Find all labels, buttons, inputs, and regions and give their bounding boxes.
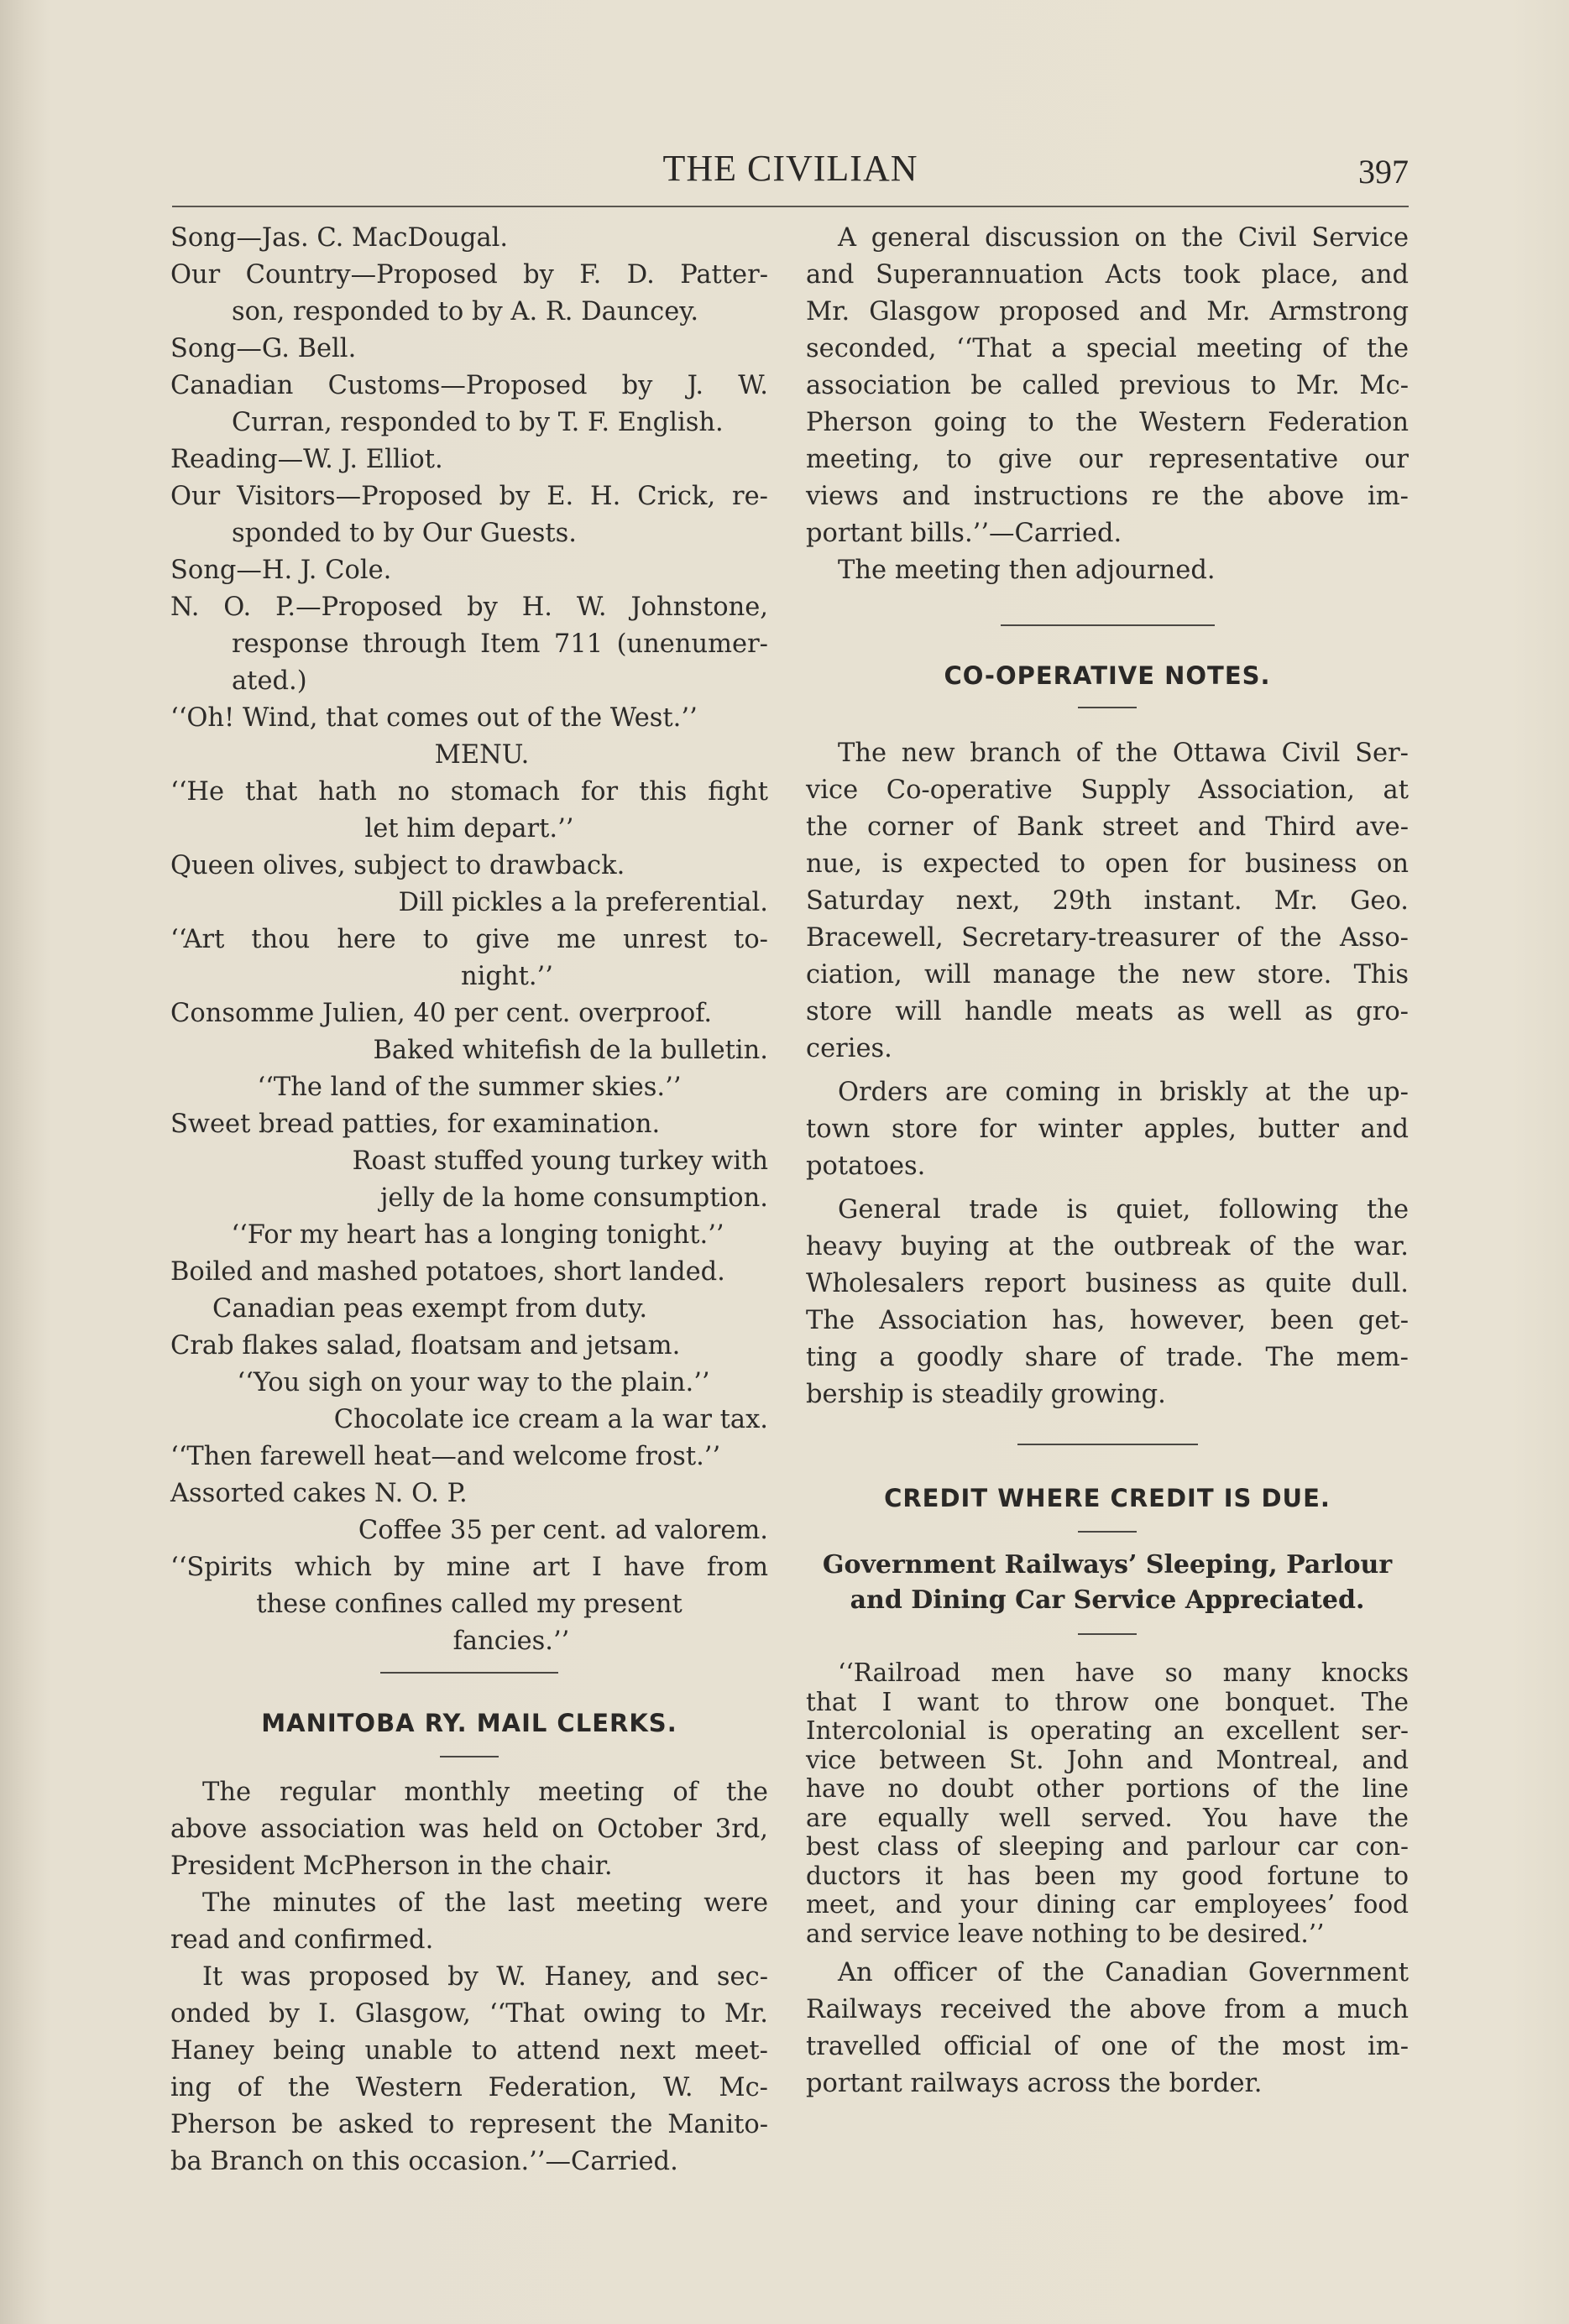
menu-line: Crab flakes salad, floatsam and jetsam. [170,1331,681,1360]
menu-line: ‘‘Spirits which by mine art I have from [170,1553,768,1582]
article-line: General trade is quiet, following the [838,1195,1409,1225]
article-line: views and instructions re the above im- [806,482,1409,511]
credit-quote [806,1658,1409,1948]
credit-heading: CREDIT WHERE CREDIT IS DUE. [884,1484,1331,1512]
quote-line: vice between St. John and Montreal, and [806,1745,1409,1774]
article-line: store will handle meats as well as gro- [806,997,1409,1026]
quote-line: ductors it has been my good fortune to [806,1861,1409,1890]
article-line: travelled official of one of the most im- [806,2032,1409,2061]
adjourned-line: The meeting then adjourned. [838,556,1216,585]
menu-title: MENU. [434,740,530,770]
article-line: seconded, ‘‘That a special meeting of the [806,334,1409,363]
article-line: meeting, to give our representative our [806,445,1409,474]
toast-line: Song—Jas. C. MacDougal. [170,223,509,253]
article-line: The minutes of the last meeting were [202,1888,768,1918]
menu-line: ‘‘Art thou here to give me unrest to- [170,925,768,954]
subheading-line: Government Railways’ Sleeping, Parlour [822,1550,1393,1580]
menu-line: ‘‘You sigh on your way to the plain.’’ [237,1368,710,1397]
article-line: ciation, will manage the new store. This [806,960,1409,990]
heading-rule [440,1756,499,1757]
quote-line: that I want to throw one bonquet. The [806,1687,1409,1716]
article-line: above association was held on October 3rd, [170,1815,768,1844]
heading-rule [1078,707,1137,708]
menu-line: Consomme Julien, 40 per cent. overproof. [170,999,713,1028]
menu-line: ‘‘The land of the summer skies.’’ [257,1073,682,1102]
coop-heading: CO-OPERATIVE NOTES. [944,661,1271,690]
article-line: portant railways across the border. [806,2069,1263,2098]
article-line: Mr. Glasgow proposed and Mr. Armstrong [806,297,1409,326]
article-line: ing of the Western Federation, W. Mc- [170,2073,768,2102]
toast-line: son, responded to by A. R. Dauncey. [232,297,699,326]
article-line: ting a goodly share of trade. The mem- [806,1343,1409,1372]
article-line: vice Co-operative Supply Association, at [806,776,1409,805]
toast-line: Canadian Customs—Proposed by J. W. [170,371,768,400]
menu-line: Boiled and mashed potatoes, short landed. [170,1257,725,1287]
article-line: portant bills.’’—Carried. [806,519,1122,548]
page-header [172,147,1409,189]
article-line: and Superannuation Acts took place, and [806,260,1409,290]
menu-line: Queen olives, subject to drawback. [170,851,625,880]
section-divider [1017,1444,1198,1445]
article-line: Wholesalers report business as quite dull. [806,1269,1409,1298]
article-line: association be called previous to Mr. Mc- [806,371,1409,400]
page-number: 397 [1358,153,1409,191]
article-line: Railways received the above from a much [806,1995,1409,2024]
toast-line: Reading—W. J. Elliot. [170,445,443,474]
right-column [806,220,1409,2102]
manitoba-heading: MANITOBA RY. MAIL CLERKS. [261,1709,677,1737]
toast-line: sponded to by Our Guests. [232,519,577,548]
section-divider [380,1672,558,1674]
left-column [170,220,768,2180]
article-line: Saturday next, 29th instant. Mr. Geo. [806,886,1409,916]
credit-subheading [806,1548,1409,1618]
menu-line: Roast stuffed young turkey with [352,1146,768,1176]
article-line: onded by I. Glasgow, ‘‘That owing to Mr. [170,1999,768,2029]
menu-line: jelly de la home consumption. [379,1183,768,1213]
toast-line: Curran, responded to by T. F. English. [232,408,724,437]
article-line: Pherson going to the Western Federation [806,408,1409,437]
coop-article [806,735,1409,1413]
toast-line: ated.) [232,666,307,696]
article-line: President McPherson in the chair. [170,1851,613,1881]
article-line: Bracewell, Secretary-treasurer of the Asso- [806,923,1409,953]
article-line: heavy buying at the outbreak of the war. [806,1232,1409,1261]
toast-line: Song—H. J. Cole. [170,556,392,585]
toast-list [170,220,768,700]
heading-rule [1078,1531,1137,1533]
article-line: It was proposed by W. Haney, and sec- [202,1962,768,1992]
manitoba-article [170,1774,768,2180]
quote-wind: ‘‘Oh! Wind, that comes out of the West.’’ [170,703,698,733]
article-line: Haney being unable to attend next meet- [170,2036,768,2065]
discussion-paragraph [806,220,1409,552]
quote-line: best class of sleeping and parlour car con- [806,1832,1409,1861]
toast-line: Song—G. Bell. [170,334,357,363]
menu-line: Sweet bread patties, for examination. [170,1110,661,1139]
article-line: The new branch of the Ottawa Civil Ser- [838,739,1409,768]
toast-line: Our Country—Proposed by F. D. Patter- [170,260,768,290]
subheading-line: and Dining Car Service Appreciated. [850,1585,1365,1615]
menu-line: Chocolate ice cream a la war tax. [333,1405,768,1434]
menu-line: these confines called my present [256,1590,683,1619]
article-line: potatoes. [806,1152,926,1181]
menu-line: ‘‘He that hath no stomach for this fight [170,777,768,807]
menu-line: Dill pickles a la preferential. [398,888,768,917]
quote-line: Intercolonial is operating an excellent ser- [806,1716,1409,1745]
toast-line: Our Visitors—Proposed by E. H. Crick, re- [170,482,768,511]
menu-line: Baked whitefish de la bulletin. [373,1036,768,1065]
article-line: read and confirmed. [170,1925,434,1955]
menu-line: ‘‘For my heart has a longing tonight.’’ [231,1220,724,1250]
article-line: A general discussion on the Civil Service [838,223,1409,253]
quote-line: and service leave nothing to be desired.’’ [806,1919,1325,1948]
header-rule [172,206,1409,207]
article-line: Pherson be asked to represent the Manito- [170,2110,768,2139]
section-divider [1001,624,1215,626]
article-line: the corner of Bank street and Third ave- [806,812,1409,842]
menu-line: Canadian peas exempt from duty. [212,1294,648,1324]
toast-line: N. O. P.—Proposed by H. W. Johnstone, [170,593,768,622]
quote-line: are equally well served. You have the [806,1803,1409,1832]
article-line: ceries. [806,1034,892,1063]
quote-line: meet, and your dining car employees’ food [806,1890,1409,1919]
article-line: The regular monthly meeting of the [202,1778,768,1807]
article-line: nue, is expected to open for business on [806,849,1409,879]
article-line: An officer of the Canadian Government [838,1958,1409,1987]
heading-rule [1078,1633,1137,1635]
article-line: Orders are coming in briskly at the up- [838,1078,1409,1107]
quote-line: have no doubt other portions of the line [806,1774,1409,1803]
article-line: ba Branch on this occasion.’’—Carried. [170,2147,678,2176]
toast-line: response through Item 711 (unenumer- [232,629,768,659]
menu-line: Coffee 35 per cent. ad valorem. [358,1516,768,1545]
menu-list [170,774,768,1660]
credit-closing [806,1955,1409,2102]
menu-line: ‘‘Then farewell heat—and welcome frost.’’ [170,1442,721,1471]
article-line: bership is steadily growing. [806,1380,1166,1409]
running-title: THE CIVILIAN [662,148,918,189]
article-line: The Association has, however, been get- [806,1306,1409,1335]
menu-line: night.’’ [461,962,553,991]
menu-line: Assorted cakes N. O. P. [170,1479,468,1508]
article-line: town store for winter apples, butter and [806,1115,1409,1144]
menu-line: let him depart.’’ [364,814,574,843]
menu-line: fancies.’’ [452,1627,570,1656]
quote-line: ‘‘Railroad men have so many knocks [838,1658,1409,1687]
